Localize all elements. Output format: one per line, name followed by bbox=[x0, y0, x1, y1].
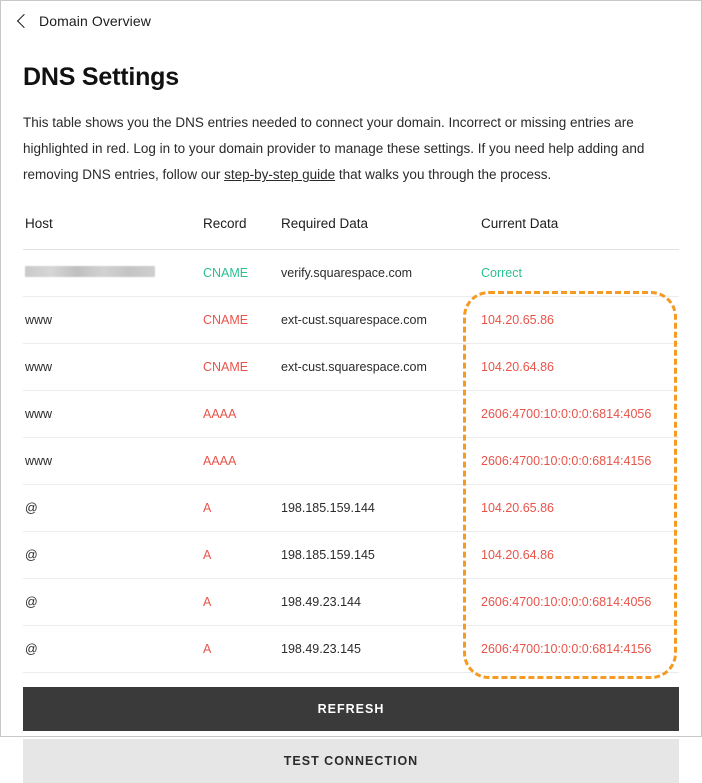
cell-record-type: A bbox=[203, 485, 281, 532]
cell-record-type: CNAME bbox=[203, 250, 281, 297]
column-header-host: Host bbox=[23, 210, 203, 250]
column-header-required-data: Required Data bbox=[281, 210, 481, 250]
intro-text bbox=[1, 92, 691, 188]
test-connection-button[interactable]: TEST CONNECTION bbox=[23, 739, 679, 783]
cell-host: www bbox=[23, 391, 203, 438]
cell-required-data: verify.squarespace.com bbox=[281, 250, 481, 297]
cell-record-type: A bbox=[203, 626, 281, 673]
cell-host: @ bbox=[23, 485, 203, 532]
cell-current-data: 2606:4700:10:0:0:0:6814:4156 bbox=[481, 626, 679, 673]
cell-host: @ bbox=[23, 626, 203, 673]
cell-current-data: 2606:4700:10:0:0:0:6814:4056 bbox=[481, 579, 679, 626]
cell-required-data bbox=[281, 391, 481, 438]
cell-current-data: 104.20.65.86 bbox=[481, 485, 679, 532]
cell-required-data: ext-cust.squarespace.com bbox=[281, 344, 481, 391]
cell-current-data: Correct bbox=[481, 250, 679, 297]
dns-table-body bbox=[23, 250, 679, 673]
cell-host bbox=[23, 250, 203, 297]
table-row bbox=[23, 579, 679, 626]
dns-table bbox=[23, 210, 679, 673]
table-row bbox=[23, 250, 679, 297]
table-row bbox=[23, 626, 679, 673]
cell-record-type: CNAME bbox=[203, 297, 281, 344]
cell-host: www bbox=[23, 297, 203, 344]
table-row bbox=[23, 344, 679, 391]
step-by-step-guide-link[interactable]: step-by-step guide bbox=[224, 167, 336, 182]
back-nav[interactable] bbox=[1, 1, 701, 41]
intro-text-part2: that walks you through the process. bbox=[335, 167, 552, 182]
cell-current-data: 2606:4700:10:0:0:0:6814:4056 bbox=[481, 391, 679, 438]
cell-record-type: AAAA bbox=[203, 391, 281, 438]
table-row bbox=[23, 485, 679, 532]
chevron-left-icon bbox=[17, 14, 31, 28]
cell-host: www bbox=[23, 344, 203, 391]
intro-text-part1: This table shows you the DNS entries needed to connect your domain. Incorrect or missing entries are highlighted in red. Log in to your domain provider to manage these settings. If you need help adding and removing DNS entries, follow our bbox=[23, 115, 645, 182]
cell-current-data: 104.20.65.86 bbox=[481, 297, 679, 344]
table-row bbox=[23, 532, 679, 579]
table-header-row bbox=[23, 210, 679, 250]
column-header-record: Record bbox=[203, 210, 281, 250]
cell-record-type: AAAA bbox=[203, 438, 281, 485]
table-row bbox=[23, 391, 679, 438]
column-header-current-data: Current Data bbox=[481, 210, 679, 250]
dns-table-wrap bbox=[23, 210, 679, 673]
cell-host: @ bbox=[23, 579, 203, 626]
cell-current-data: 104.20.64.86 bbox=[481, 532, 679, 579]
cell-current-data: 2606:4700:10:0:0:0:6814:4156 bbox=[481, 438, 679, 485]
cell-host: www bbox=[23, 438, 203, 485]
table-row bbox=[23, 438, 679, 485]
cell-host: @ bbox=[23, 532, 203, 579]
cell-required-data: 198.49.23.145 bbox=[281, 626, 481, 673]
cell-record-type: A bbox=[203, 532, 281, 579]
dns-table-head bbox=[23, 210, 679, 250]
cell-required-data: 198.185.159.144 bbox=[281, 485, 481, 532]
page-title: DNS Settings bbox=[23, 63, 179, 91]
refresh-button[interactable]: REFRESH bbox=[23, 687, 679, 731]
redacted-host-value bbox=[25, 266, 155, 277]
cell-record-type: A bbox=[203, 579, 281, 626]
cell-record-type: CNAME bbox=[203, 344, 281, 391]
cell-required-data: 198.49.23.144 bbox=[281, 579, 481, 626]
cell-required-data: ext-cust.squarespace.com bbox=[281, 297, 481, 344]
table-row bbox=[23, 297, 679, 344]
cell-current-data: 104.20.64.86 bbox=[481, 344, 679, 391]
cell-required-data bbox=[281, 438, 481, 485]
cell-required-data: 198.185.159.145 bbox=[281, 532, 481, 579]
back-nav-label: Domain Overview bbox=[39, 13, 151, 29]
